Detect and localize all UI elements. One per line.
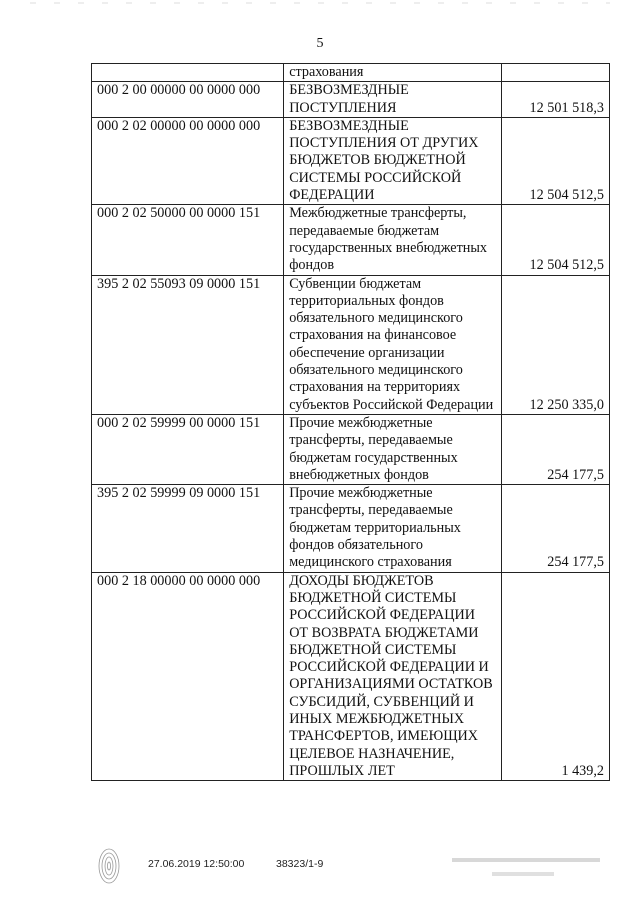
budget-table [91, 63, 610, 781]
amount-cell: 1 439,2 [502, 572, 610, 781]
amount-cell: 254 177,5 [502, 485, 610, 572]
table-row [92, 485, 610, 572]
code-cell: 395 2 02 55093 09 0000 151 [92, 275, 284, 414]
faint-watermark [452, 852, 602, 886]
fingerprint-stamp-icon [96, 846, 122, 886]
name-cell: БЕЗВОЗМЕЗДНЫЕ ПОСТУПЛЕНИЯ [284, 82, 502, 118]
code-cell: 000 2 02 50000 00 0000 151 [92, 205, 284, 275]
table-row [92, 117, 610, 204]
table-row [92, 275, 610, 414]
amount-cell: 254 177,5 [502, 414, 610, 484]
code-cell: 395 2 02 59999 09 0000 151 [92, 485, 284, 572]
scan-edge-marks [0, 0, 640, 8]
name-cell: Межбюджетные трансферты, передаваемые бюджетам государственных внебюджетных фондов [284, 205, 502, 275]
name-cell: страхования [284, 64, 502, 82]
code-cell: 000 2 00 00000 00 0000 000 [92, 82, 284, 118]
code-cell: 000 2 18 00000 00 0000 000 [92, 572, 284, 781]
name-cell: Прочие межбюджетные трансферты, передаваемые бюджетам государственных внебюджетных фондов [284, 414, 502, 484]
code-cell [92, 64, 284, 82]
table-row [92, 205, 610, 275]
budget-table-body [92, 64, 610, 781]
code-cell: 000 2 02 00000 00 0000 000 [92, 117, 284, 204]
code-cell: 000 2 02 59999 00 0000 151 [92, 414, 284, 484]
page-number: 5 [316, 36, 324, 51]
amount-cell: 12 504 512,5 [502, 205, 610, 275]
table-row [92, 414, 610, 484]
name-cell: ДОХОДЫ БЮДЖЕТОВ БЮДЖЕТНОЙ СИСТЕМЫ РОССИЙСКОЙ ФЕДЕРАЦИИ ОТ ВОЗВРАТА БЮДЖЕТАМИ БЮДЖЕТНОЙ СИСТЕМЫ РОССИЙСКОЙ ФЕДЕРАЦИИ И ОРГАНИЗАЦИЯМИ ОСТАТКОВ СУБСИДИЙ, СУБВЕНЦИЙ И ИНЫХ МЕЖБЮДЖЕТНЫХ ТРАНСФЕРТОВ, ИМЕЮЩИХ ЦЕЛЕВОЕ НАЗНАЧЕНИЕ, ПРОШЛЫХ ЛЕТ [284, 572, 502, 781]
amount-cell: 12 504 512,5 [502, 117, 610, 204]
footer-doc-number: 38323/1-9 [276, 858, 324, 870]
name-cell: БЕЗВОЗМЕЗДНЫЕ ПОСТУПЛЕНИЯ ОТ ДРУГИХ БЮДЖЕТОВ БЮДЖЕТНОЙ СИСТЕМЫ РОССИЙСКОЙ ФЕДЕРАЦИИ [284, 117, 502, 204]
amount-cell: 12 250 335,0 [502, 275, 610, 414]
name-cell: Субвенции бюджетам территориальных фондов обязательного медицинского страхования на финансовое обеспечение организации обязательного медицинского страхования на территориях субъектов Российской Федерации [284, 275, 502, 414]
name-cell: Прочие межбюджетные трансферты, передаваемые бюджетам территориальных фондов обязательного медицинского страхования [284, 485, 502, 572]
footer-datetime: 27.06.2019 12:50:00 [148, 858, 245, 870]
table-row [92, 82, 610, 118]
amount-cell [502, 64, 610, 82]
amount-cell: 12 501 518,3 [502, 82, 610, 118]
table-row [92, 64, 610, 82]
table-row [92, 572, 610, 781]
